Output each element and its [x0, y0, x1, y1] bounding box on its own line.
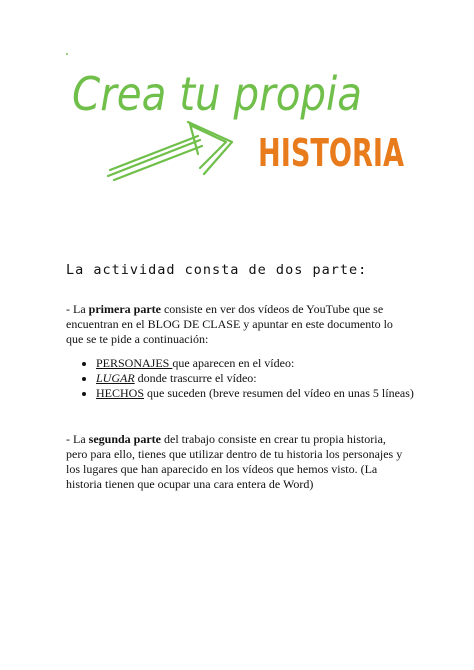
item-label: LUGAR — [96, 371, 135, 385]
part2-prefix: - La — [66, 432, 89, 446]
bullet-icon — [82, 362, 86, 366]
item-label: PERSONAJES — [96, 356, 173, 370]
item-text: donde trascurre el vídeo: — [134, 371, 257, 385]
part1-text2: y apuntar en este documento lo que se te pide a continuación: — [66, 317, 393, 346]
part1-text1: consiste en ver dos vídeos de YouTube que se encuentran en el — [66, 302, 384, 331]
banner-title-line1: Crea tu propia — [72, 67, 362, 121]
activity-heading: La actividad consta de dos parte: — [66, 262, 368, 278]
bullet-icon — [82, 392, 86, 396]
bullet-icon — [82, 377, 86, 381]
item-text: que suceden (breve resumen del vídeo en unas 5 líneas) — [144, 386, 414, 400]
part1-bold: primera parte — [88, 302, 161, 316]
item-text: que aparecen en el vídeo: — [172, 356, 295, 370]
title-banner — [70, 58, 415, 198]
part1-prefix: - La — [66, 302, 89, 316]
part2-paragraph — [66, 432, 406, 492]
list-item-lugar — [78, 371, 418, 386]
part1-paragraph — [66, 302, 406, 347]
right-arrow-icon — [108, 122, 232, 180]
banner-graphic — [70, 58, 415, 198]
banner-title-line2: HISTORIA — [258, 131, 405, 175]
part2-bold: segunda parte — [88, 432, 161, 446]
stray-dot — [66, 53, 68, 55]
list-item-hechos — [78, 386, 418, 401]
tasks-list — [78, 356, 418, 401]
list-item-personajes — [78, 356, 418, 371]
item-label: HECHOS — [96, 386, 145, 400]
blog-de-clase: BLOG DE CLASE — [147, 317, 241, 331]
part2-text: del trabajo consiste en crear tu propia historia, pero para ello, tienes que utilizar dentro de tu historia los personajes y los lugares que han aparecido en los vídeos que hemos visto. (La historia tienen que ocupar una cara entera de Word) — [66, 432, 403, 491]
